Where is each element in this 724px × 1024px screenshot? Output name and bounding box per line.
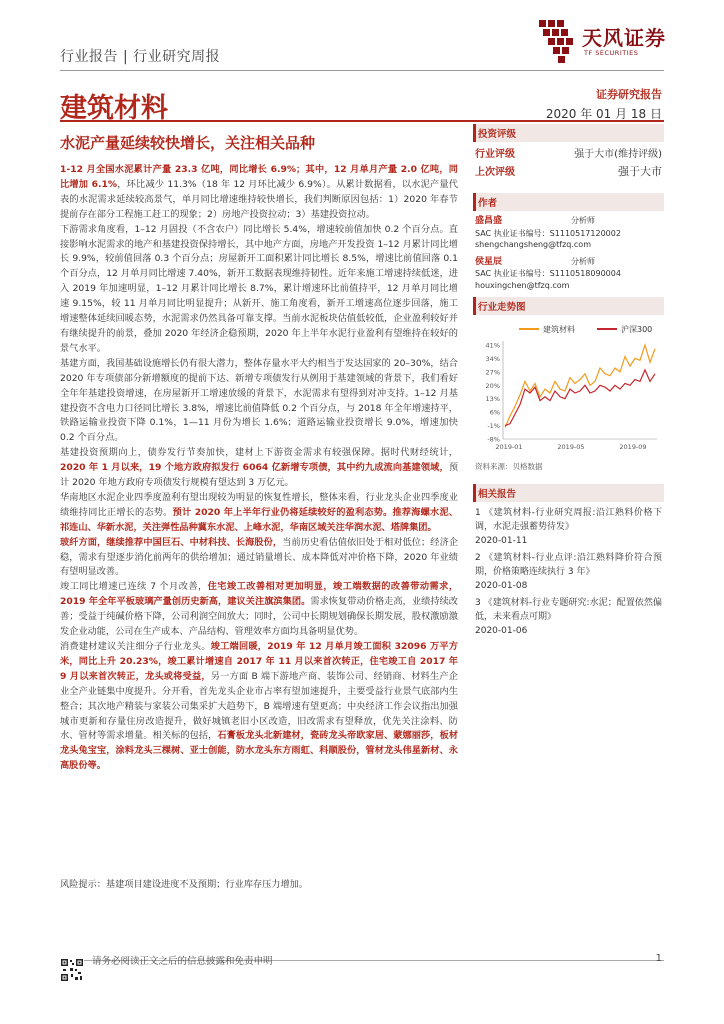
series-line (505, 370, 655, 426)
body-text (60, 163, 458, 774)
page-number: 1 (655, 953, 662, 964)
highlighted-text: 玻纤方面，继续推荐中国巨石、中材科技、长海股份， (60, 536, 283, 548)
highlighted-text: 2020 年 1 月以来，19 个地方政府拟发行 6064 亿新增专项债，其中约九成流向基建领域， (60, 462, 449, 474)
body-text-run: 另一方面 B 端下游地产商、装饰公司、经销商、材料生产企业全产业链集中度提升。分开看，首先龙头企业市占率有望加速提升，主要受益行业景气底部内生整合；其次地产精装与家装公司集采扩大趋势下，B 端增速有望更高；中央经济工作会议指出加强城市更新和存量住房改造提升，做好城镇老旧小区改造，旧改需求有望释放，优先关注涂料、防水、管材等需求增量。相关标的包括， (60, 670, 458, 742)
logo-name: 天风证券 (582, 26, 666, 50)
body-paragraph (60, 580, 458, 640)
related-report-date: 2020-01-08 (475, 581, 528, 591)
body-paragraph (60, 640, 458, 774)
body-paragraph (60, 491, 458, 536)
body-text-run: 华南地区水泥企业四季度盈利有望出现较为明显的恢复性增长，整体来看，行业龙头企业四季度业绩维持同比正增长的态势。 (60, 491, 458, 518)
highlighted-text: 预计 2020 年上半年行业仍将延续较好的盈利态势。推荐海螺水泥、祁连山、华新水泥，关注弹性品种冀东水泥、上峰水泥，华南区域关注华润水泥、塔牌集团。 (60, 506, 459, 533)
report-type: 行业报告 | 行业研究周报 (60, 49, 221, 65)
y-tick-label: 27% (485, 368, 500, 377)
headline: 水泥产量延续较快增长，关注相关品种 (60, 134, 316, 152)
report-label: 证券研究报告 (596, 88, 662, 101)
rating-row (473, 142, 664, 160)
reports-section-title: 相关报告 (473, 484, 664, 502)
rating-value: 强于大市 (618, 165, 662, 178)
body-paragraph (60, 536, 458, 581)
highlighted-text: 石膏板龙头北新建材，瓷砖龙头帝欧家居、蒙娜丽莎，板材龙头兔宝宝，涂料龙头三棵树、亚士创能，防水龙头东方雨虹、科顺股份，管材龙头伟星新材、永高股份等。 (60, 730, 459, 772)
body-text-run: 基建方面，我国基础设施增长仍有很大潜力，整体存量水平大约相当于发达国家的 20–30%，结合 2020 年专项债部分新增额度的提前下达、新增专项债发行从例用于基建领域的背景下，我们看好全年年基建投资增速，在房屋新开工增速放缓的背景下，水泥需求有望得到对冲支持。1–12 月基建投资不含电力口径同比增长 3.8%，增速比前值降低 0.2 个百分点，与 2018 年全年增速持平，铁路运输业投资下降 0.1%，1—11 月份为增长 1.6%；道路运输业投资增长 9.0%，增速加快 0.2 个百分点。 (60, 357, 458, 444)
body-text-run: 基建投资预期向上，债券发行节奏加快，建材上下游资金需求有较强保障。据时代财经统计， (60, 447, 458, 459)
body-paragraph (60, 223, 458, 357)
sector-rule (60, 120, 664, 122)
related-report[interactable] (473, 551, 664, 593)
author-name: 侯星辰 (475, 256, 503, 267)
qr-code-icon (60, 958, 84, 982)
related-report-date: 2020-01-06 (475, 626, 528, 636)
body-text-run: ，环比减少 11.3%（18 年 12 月环比减少 6.9%）。从累计数据看，以水泥产量代表的水泥需求延续较高景气，单月同比增速维持较快增长，我们判断原因包括：1）2020 年春节提前存在部分工程施工赶工的现象；2）房地产投资拉动；3）基建投资拉动。 (60, 178, 458, 220)
sector-title: 建筑材料 (60, 93, 168, 124)
trend-chart-svg (473, 319, 664, 459)
highlighted-text: 住宅竣工改善相对更加明显，竣工端数据的改善带动需求，2019 年全年平板玻璃产量创历史新高，建议关注旗滨集团。 (60, 581, 459, 608)
sidebar (473, 124, 664, 638)
y-tick-label: -1% (487, 422, 500, 431)
body-paragraph (60, 446, 458, 491)
y-tick-label: 20% (485, 381, 500, 390)
rating-key: 行业评级 (475, 149, 515, 160)
rating-section-title: 投资评级 (473, 124, 664, 142)
related-report[interactable] (473, 506, 664, 548)
trend-section-title: 行业走势图 (473, 297, 664, 315)
highlighted-text: 1-12 月全国水泥累计产量 23.3 亿吨，同比增长 6.9%；其中，12 月单月产量 2.0 亿吨，同比增加 6.1% (60, 164, 458, 190)
author-block (473, 215, 664, 251)
body-text-run: 竣工同比增速已连续 7 个月改善， (60, 581, 208, 593)
body-text-run: 需求恢复带动价格走高，业绩持续改善；受益于纯碱价格下降，公司利润空间放大；同时，公司中长期规划确保长期发展，股权激励激发企业动能，公司在生产成本、产品结构、管理效率方面均具备明显优势。 (60, 596, 458, 638)
x-tick-label: 2019-05 (557, 443, 585, 451)
related-report-title[interactable]: 3 《建筑材料-行业专题研究:水泥；配置依然偏低，未来看点可期》 (475, 598, 662, 622)
company-logo (535, 16, 670, 68)
y-tick-label: 34% (485, 354, 500, 363)
related-report-date: 2020-01-11 (475, 536, 528, 546)
y-tick-label: 6% (489, 408, 500, 417)
rating-row (473, 160, 664, 179)
logo-english: TF SECURITIES (584, 49, 639, 57)
author-sac: SAC 执业证书编号：S1110517120002 (475, 228, 621, 238)
author-name: 盛昌盛 (475, 216, 503, 226)
body-text-run: 预计 2020 年地方政府专项债发行规模有望达到 3 万亿元。 (60, 462, 458, 489)
risk-warning: 风险提示：基建项目建设进度不及预期；行业库存压力增加。 (60, 879, 309, 890)
related-report-title[interactable]: 1 《建筑材料-行业研究周报:沿江熟料价格下调，水泥走强蓄势待发》 (475, 508, 662, 532)
body-text-run: 消费建材建议关注细分子行业龙头。 (60, 641, 211, 652)
y-tick-label: 41% (485, 341, 500, 350)
author-role: 分析师 (571, 216, 595, 225)
related-report[interactable] (473, 596, 664, 638)
trend-chart (473, 319, 664, 459)
body-text-run: 下游需求角度看，1–12 月固投（不含农户）同比增长 5.4%，增速较前值加快 0.2 个百分点。直接影响水泥需求的地产和基建投资保持增长，其中地产方面，房地产开发投资 1–12 月累计同比增长 9.9%，较前值回落 0.3 个百分点；房屋新开工面积累计同比增长 8.5%，增速比前值回落 0.1 个百分点，12 月单月同比增速 7.40%，新开工数据表现维持韧性。近年来施工增速持续低迷，进入 2019 年加速明显，1–12 月累计同比增长 8.7%，累计增速环比前值持平，12 月单月同比增速 9.15%，较 11 月单月同比明显提升；从新开、施工角度看，新开工增速高位逐步回落，施工增速整体延续回暖态势，水泥需求仍然具备可靠支撑。当前水泥板块估值低较低，企业盈利较好并有继续提升的前景，叠加 2020 年经济企稳预期，2020 年上半年水泥行业盈利有望维持在较好的景气水平。 (60, 223, 458, 354)
body-paragraph (60, 357, 458, 446)
y-tick-label: 13% (485, 395, 500, 404)
report-date: 2020 年 01 月 18 日 (545, 107, 662, 121)
header-rule (60, 70, 664, 71)
author-role: 分析师 (571, 256, 595, 266)
x-tick-label: 2019-09 (619, 443, 647, 451)
chart-source: 资料来源：贝格数据 (475, 462, 543, 471)
author-email[interactable]: houxingchen@tfzq.com (475, 280, 570, 290)
highlighted-text: 竣工端回暖，2019 年 12 月单月竣工面积 32096 万平方米，同比上升 20.23%，竣工累计增速自 2017 年 11 月以来首次转正，住宅竣工自 2017 年 9 月以来首次转正，龙头或将受益， (60, 641, 459, 682)
main-column (60, 132, 458, 774)
tf-logo-icon (535, 16, 579, 64)
body-paragraph (60, 163, 458, 223)
related-report-title[interactable]: 2 《建筑材料-行业点评:沿江熟料降价符合预期，价格策略连续执行 3 年》 (475, 553, 662, 577)
rating-value: 强于大市(维持评级) (574, 149, 662, 160)
authors-section-title: 作者 (473, 193, 664, 211)
x-tick-label: 2019-01 (495, 443, 523, 451)
footer-disclaimer: 请务必阅读正文之后的信息披露和免责申明 (92, 956, 273, 967)
legend-label: 建筑材料 (543, 325, 575, 334)
author-email[interactable]: shengchangsheng@tfzq.com (475, 240, 591, 249)
author-sac: SAC 执业证书编号：S1110518090004 (475, 269, 621, 278)
legend-label: 沪深300 (621, 325, 653, 334)
series-line (505, 345, 655, 428)
y-tick-label: -8% (487, 435, 500, 444)
body-text-run: 当前历史看估值依旧处于相对低位；经济企稳，需求有望逐步消化前两年的供给增加；通过销量增长、成本降低对冲价格下降，2020 年业绩有望明显改善。 (60, 536, 459, 578)
author-block (473, 256, 664, 292)
rating-key: 上次评级 (475, 167, 515, 178)
